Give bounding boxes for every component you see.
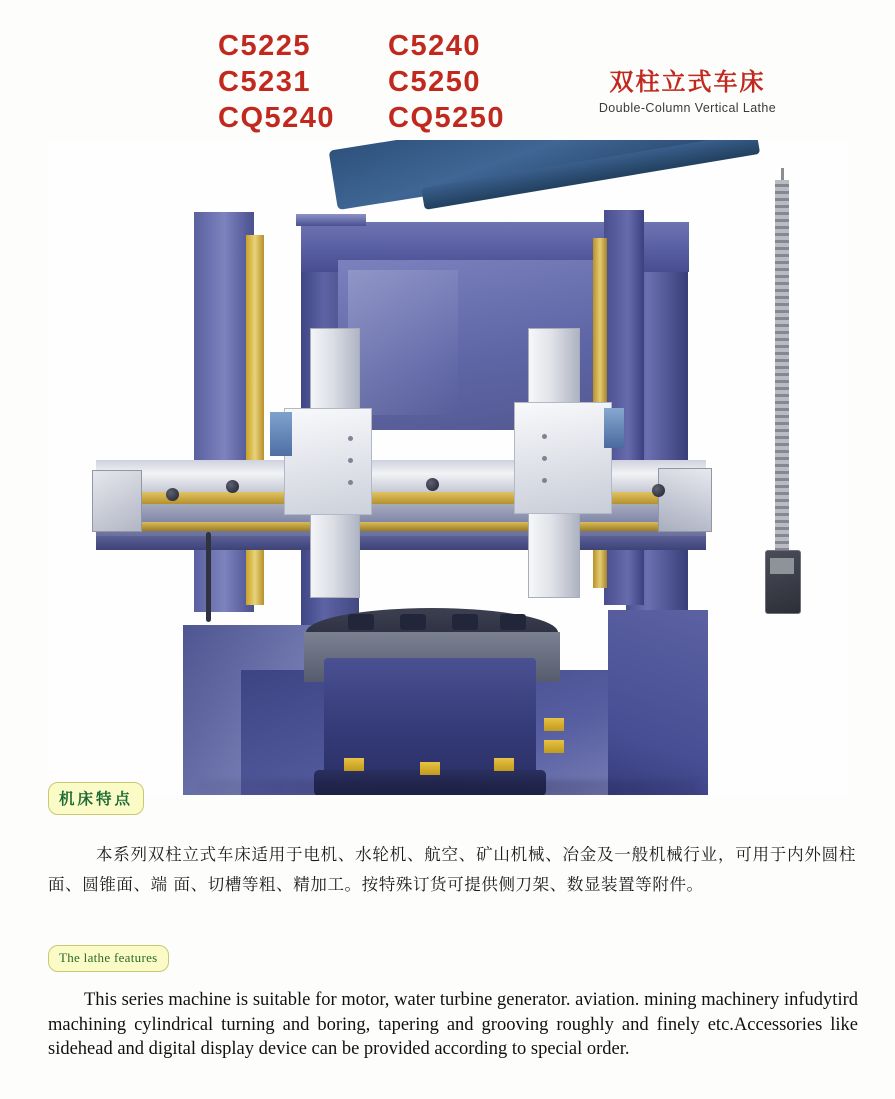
cross-rail-guideway-lower — [108, 522, 696, 531]
section-badge-features-en: The lathe features — [48, 945, 169, 972]
machine-left-tool-head — [284, 408, 372, 515]
pendant-display — [770, 558, 794, 574]
worktable-jaw — [452, 614, 478, 630]
page-header — [0, 0, 895, 145]
fastener — [542, 456, 547, 461]
fastener — [542, 478, 547, 483]
machine-right-tool-head — [514, 402, 612, 514]
page-title-chinese: 双柱立式车床 — [609, 68, 766, 96]
model-c5250: C5250 — [388, 65, 481, 98]
model-number-grid — [218, 28, 558, 136]
page-title-english: Double-Column Vertical Lathe — [598, 101, 777, 115]
model-row — [218, 28, 558, 64]
handwheel-knob — [426, 478, 439, 491]
fastener — [348, 480, 353, 485]
machine-floor-shadow — [198, 780, 698, 795]
model-row — [218, 64, 558, 100]
coolant-hose — [206, 532, 211, 622]
worktable-marker — [494, 758, 514, 771]
model-c5231: C5231 — [218, 65, 311, 98]
fastener — [348, 436, 353, 441]
base-marker — [544, 740, 564, 753]
fastener — [542, 434, 547, 439]
machine-upper-panel-highlight — [348, 270, 458, 415]
handwheel-knob — [226, 480, 239, 493]
worktable-jaw — [400, 614, 426, 630]
base-marker — [544, 718, 564, 731]
model-cq5240: CQ5240 — [218, 101, 336, 134]
left-head-cover-plate — [270, 412, 292, 456]
handwheel-knob — [652, 484, 665, 497]
cross-rail-lower-edge — [96, 536, 706, 550]
model-c5240: C5240 — [388, 29, 481, 62]
worktable-marker — [344, 758, 364, 771]
worktable-jaw — [500, 614, 526, 630]
machine-left-side-housing — [194, 212, 254, 612]
product-title-block — [580, 62, 795, 115]
section-badge-features-cn: 机床特点 — [48, 782, 144, 815]
fastener — [348, 458, 353, 463]
model-cq5250: CQ5250 — [388, 101, 506, 134]
cross-rail-left-endbox — [92, 470, 142, 532]
model-row — [218, 100, 558, 136]
model-c5225: C5225 — [218, 29, 311, 62]
features-paragraph-chinese: 本系列双柱立式车床适用于电机、水轮机、航空、矿山机械、冶金及一般机械行业，可用于内外圆柱面、圆锥面、端 面、切槽等粗、精加工。按特殊订货可提供侧刀架、数显装置等附件。 — [48, 845, 856, 894]
handwheel-knob — [166, 488, 179, 501]
cross-rail-right-endbox — [658, 468, 712, 532]
worktable-marker — [420, 762, 440, 775]
machine-base-right — [608, 610, 708, 795]
machine-column-cap — [296, 214, 366, 226]
pendant-rod — [775, 180, 789, 550]
features-paragraph-english: This series machine is suitable for motor, water turbine generator. aviation. mining machinery infudytird machining cylindrical turning and boring, tapering and grooving roughly and finely etc.Accessories like sidehead and digital display device can be provided according to special order. — [48, 990, 858, 1059]
product-photo — [48, 140, 848, 795]
right-head-cover-plate — [604, 408, 624, 448]
worktable-jaw — [348, 614, 374, 630]
